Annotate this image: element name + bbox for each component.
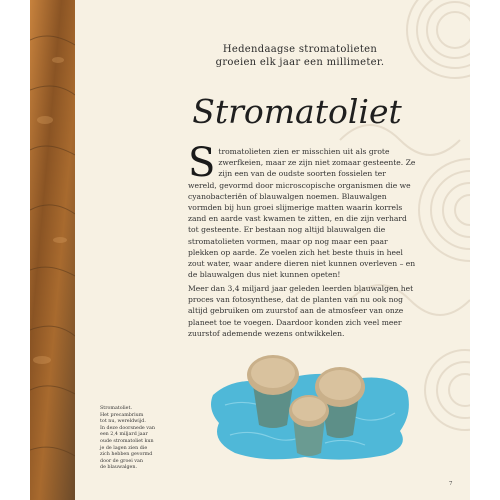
caption-line: de blauwalgen. (100, 465, 138, 471)
caption-line: tot nu, wereldwijd. (100, 419, 146, 425)
book-page (30, 0, 470, 500)
drop-cap: S (188, 140, 216, 186)
figure-caption (100, 406, 160, 472)
subtitle-line: groeien elk jaar een millimeter. (215, 57, 385, 68)
caption-line: je de lagen zien die (100, 445, 148, 451)
stromatolite-illustration (205, 335, 415, 465)
caption-line: Stromatoliet. (100, 406, 132, 411)
caption-line: een 2,4 miljard jaar (100, 432, 148, 438)
caption-line: In deze doorsnede van (100, 425, 155, 431)
subtitle-line: Hedendaagse stromatolieten (222, 44, 378, 55)
caption-line: zich hebben gevormd (100, 452, 153, 458)
page-subtitle (180, 43, 420, 69)
page-title: Stromatoliet (192, 92, 402, 131)
caption-line: oude stromatoliet kun (100, 438, 154, 444)
paragraph-1-text: tromatolieten zien er misschien uit als grote zwerfkeien, maar ze zijn niet zomaar gesteente. Ze zijn een van de oudste soorten fossielen ter wereld, gevormd door microscopische organismen die we cyanobacteriën of blauwalgen noemen. Blauwalgen vormden bij hun groei slijmerige matten waarin korrels zand en aarde vast kwamen te zitten, en die zijn verhard tot gesteente. Er bestaan nog altijd blauwalgen die stromatolieten vormen, maar op nog maar een paar plekken op aarde. Ze voelen zich het beste thuis in heel zout water, waar andere dieren niet kunnen overleven – en de blauwalgen dus niet kunnen opeten! (188, 147, 416, 280)
body-paragraph-1 (188, 140, 416, 280)
caption-line: door de groei van (100, 458, 143, 464)
page-number: 7 (449, 481, 453, 487)
caption-line: Het precambrium (100, 412, 144, 418)
stromatolite-photo (30, 0, 75, 500)
body-paragraph-2: Meer dan 3,4 miljard jaar geleden leerden blauwalgen het proces van fotosynthese, dat de planten van nu ook nog altijd gebruiken om zuurstof aan de atmosfeer van onze planeet toe te voegen. Daardoor konden zich veel meer zuurstof ademende wezens ontwikkelen. (188, 284, 414, 338)
